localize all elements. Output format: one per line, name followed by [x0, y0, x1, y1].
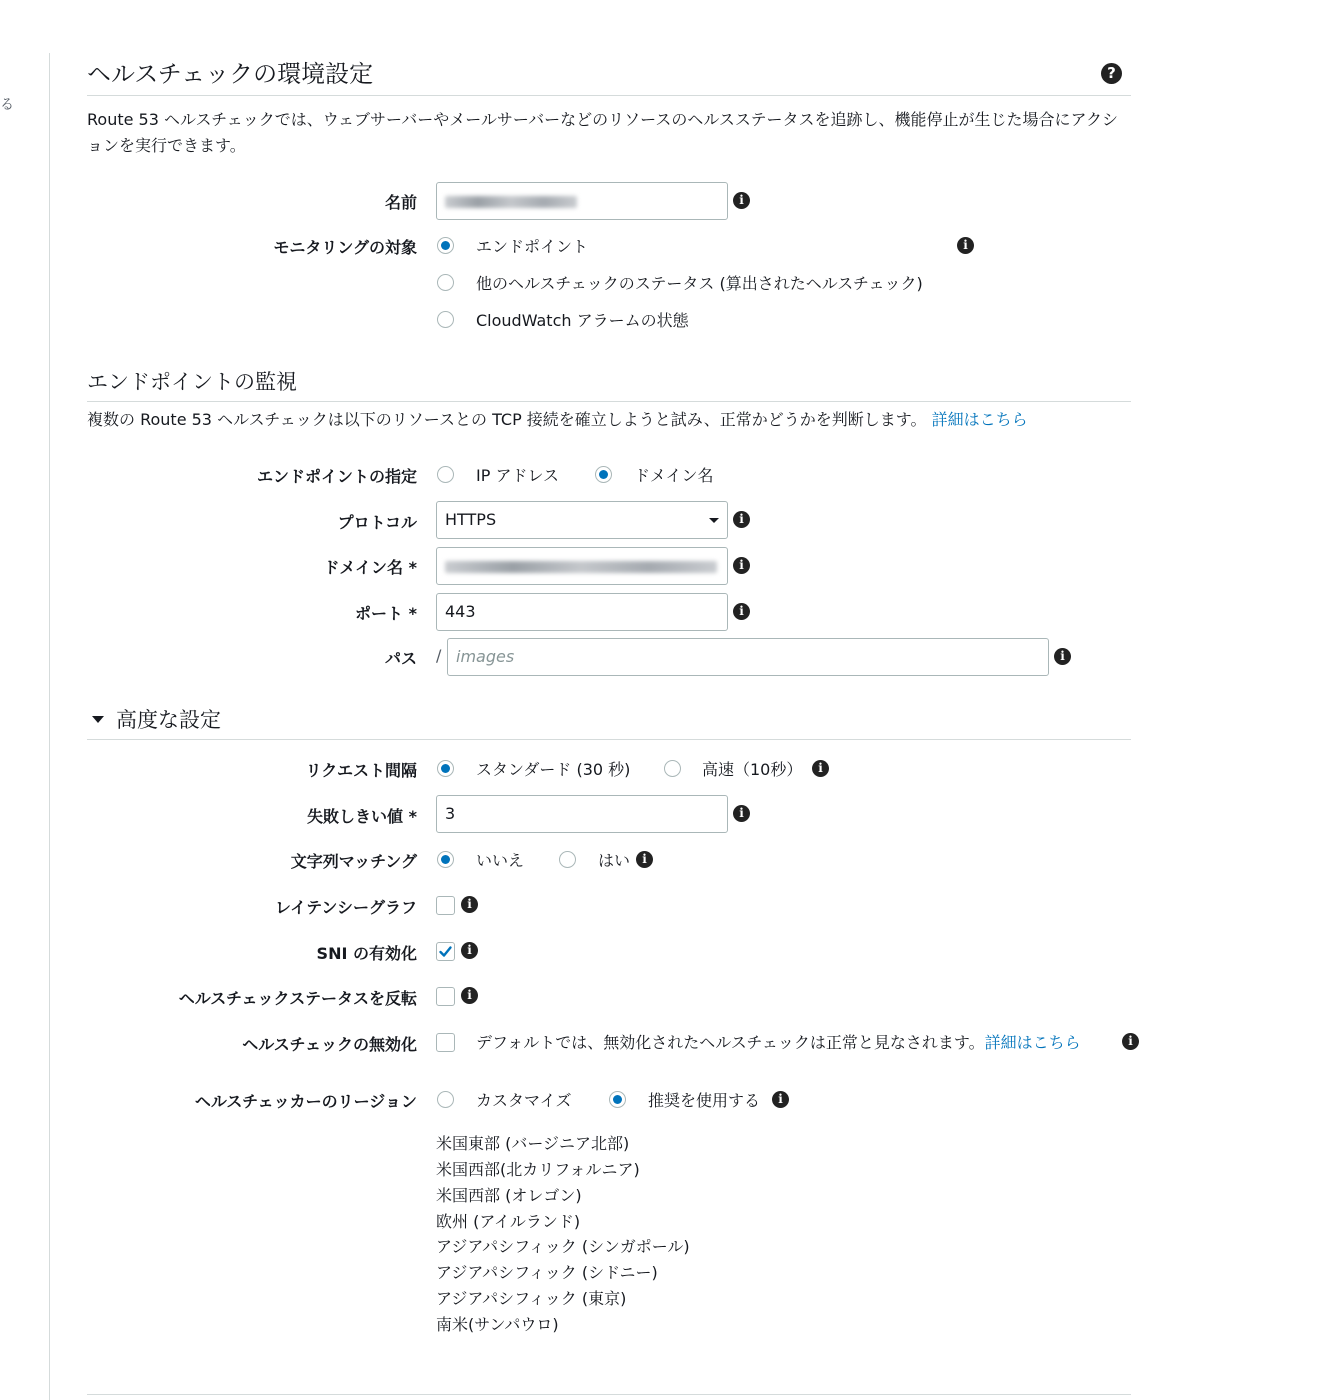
spec-domain-radio[interactable] [595, 466, 612, 483]
monitor-cloudwatch-label: CloudWatch アラームの状態 [476, 311, 689, 330]
invert-label: ヘルスチェックステータスを反転 [178, 989, 417, 1008]
port-label: ポート * [355, 604, 417, 623]
region-list-item: アジアパシフィック (東京) [436, 1289, 627, 1308]
disable-learn-more-link[interactable]: 詳細はこちら [984, 1033, 1081, 1052]
domain-input[interactable] [436, 547, 728, 585]
path-prefix: / [436, 646, 442, 665]
domain-label: ドメイン名 * [323, 558, 417, 577]
region-list-item: 南米(サンパウロ) [436, 1315, 559, 1334]
monitor-endpoint-radio[interactable] [437, 237, 454, 254]
protocol-label: プロトコル [337, 513, 417, 532]
interval-fast-label: 高速（10秒） [702, 760, 803, 779]
monitor-cloudwatch-radio[interactable] [437, 311, 454, 328]
latency-info-icon[interactable]: i [461, 896, 478, 913]
section-title-config: ヘルスチェックの環境設定 [87, 60, 374, 88]
string-match-label: 文字列マッチング [290, 852, 417, 871]
disable-info-icon[interactable]: i [1122, 1033, 1139, 1050]
region-list-item: 米国西部(北カリフォルニア) [436, 1160, 640, 1179]
invert-info-icon[interactable]: i [461, 987, 478, 1004]
spec-ip-label: IP アドレス [476, 466, 559, 485]
name-info-icon[interactable]: i [733, 192, 750, 209]
section-divider [87, 401, 1131, 402]
sni-checkbox[interactable] [436, 942, 455, 961]
region-list-item: アジアパシフィック (シンガポール) [436, 1237, 690, 1256]
section-divider [87, 95, 1131, 96]
region-list-item: アジアパシフィック (シドニー) [436, 1263, 658, 1282]
monitor-calculated-label: 他のヘルスチェックのステータス (算出されたヘルスチェック) [476, 274, 923, 293]
section-divider [87, 739, 1131, 740]
sni-label: SNI の有効化 [316, 944, 417, 963]
spec-ip-radio[interactable] [437, 466, 454, 483]
endpoint-description: 複数の Route 53 ヘルスチェックは以下のリソースとの TCP 接続を確立しようと試み、正常かどうかを判断します。 詳細はこちら [87, 410, 1028, 429]
name-input[interactable] [436, 182, 728, 220]
interval-standard-radio[interactable] [437, 760, 454, 777]
region-list-item: 米国東部 (バージニア北部) [436, 1134, 630, 1153]
sni-info-icon[interactable]: i [461, 942, 478, 959]
regions-info-icon[interactable]: i [772, 1091, 789, 1108]
interval-fast-radio[interactable] [664, 760, 681, 777]
checkmark-icon [437, 943, 454, 960]
region-list-item: 欧州 (アイルランド) [436, 1212, 581, 1231]
left-panel-fragment: る [0, 97, 14, 113]
monitor-calculated-radio[interactable] [437, 274, 454, 291]
disable-checkbox[interactable] [436, 1033, 455, 1052]
spec-domain-label: ドメイン名 [634, 466, 714, 485]
section-title-endpoint: エンドポイントの監視 [87, 370, 297, 394]
left-divider [49, 53, 50, 1400]
threshold-info-icon[interactable]: i [733, 805, 750, 822]
regions-customize-label: カスタマイズ [476, 1091, 572, 1110]
latency-checkbox[interactable] [436, 896, 455, 915]
path-label: パス [384, 649, 417, 668]
latency-label: レイテンシーグラフ [274, 898, 417, 917]
endpoint-spec-label: エンドポイントの指定 [256, 467, 417, 486]
disable-description: デフォルトでは、無効化されたヘルスチェックは正常と見なされます。詳細はこちら [476, 1033, 1081, 1052]
monitor-label: モニタリングの対象 [273, 238, 417, 257]
regions-recommended-label: 推奨を使用する [648, 1091, 761, 1110]
config-description: Route 53 ヘルスチェックでは、ウェブサーバーやメールサーバーなどのリソースのヘルスステータスを追跡し、機能停止が生じた場合にアクションを実行できます。 [87, 110, 1119, 155]
chevron-down-icon [709, 518, 719, 523]
string-match-no-radio[interactable] [437, 851, 454, 868]
footer-divider [87, 1394, 1131, 1395]
port-input[interactable]: 443 [436, 593, 728, 631]
interval-info-icon[interactable]: i [812, 760, 829, 777]
endpoint-learn-more-link[interactable]: 詳細はこちら [931, 410, 1028, 429]
regions-label: ヘルスチェッカーのリージョン [194, 1092, 417, 1111]
region-list-item: 米国西部 (オレゴン) [436, 1186, 582, 1205]
regions-customize-radio[interactable] [437, 1091, 454, 1108]
protocol-select[interactable]: HTTPS [436, 501, 728, 539]
string-match-yes-radio[interactable] [559, 851, 576, 868]
interval-standard-label: スタンダード (30 秒) [476, 760, 631, 779]
domain-info-icon[interactable]: i [733, 557, 750, 574]
interval-label: リクエスト間隔 [305, 761, 417, 780]
advanced-toggle[interactable]: 高度な設定 [116, 708, 221, 732]
string-match-info-icon[interactable]: i [636, 851, 653, 868]
invert-checkbox[interactable] [436, 987, 455, 1006]
regions-recommended-radio[interactable] [609, 1091, 626, 1108]
protocol-info-icon[interactable]: i [733, 511, 750, 528]
threshold-input[interactable]: 3 [436, 795, 728, 833]
port-info-icon[interactable]: i [733, 603, 750, 620]
path-input[interactable]: images [447, 638, 1049, 676]
caret-down-icon[interactable] [92, 716, 104, 723]
monitor-endpoint-label: エンドポイント [476, 237, 589, 256]
string-match-no-label: いいえ [476, 851, 525, 870]
name-label: 名前 [384, 193, 417, 212]
help-icon[interactable]: ? [1101, 63, 1122, 84]
string-match-yes-label: はい [598, 851, 631, 870]
threshold-label: 失敗しきい値 * [307, 807, 417, 826]
path-info-icon[interactable]: i [1054, 648, 1071, 665]
monitor-info-icon[interactable]: i [957, 237, 974, 254]
disable-label: ヘルスチェックの無効化 [242, 1035, 417, 1054]
